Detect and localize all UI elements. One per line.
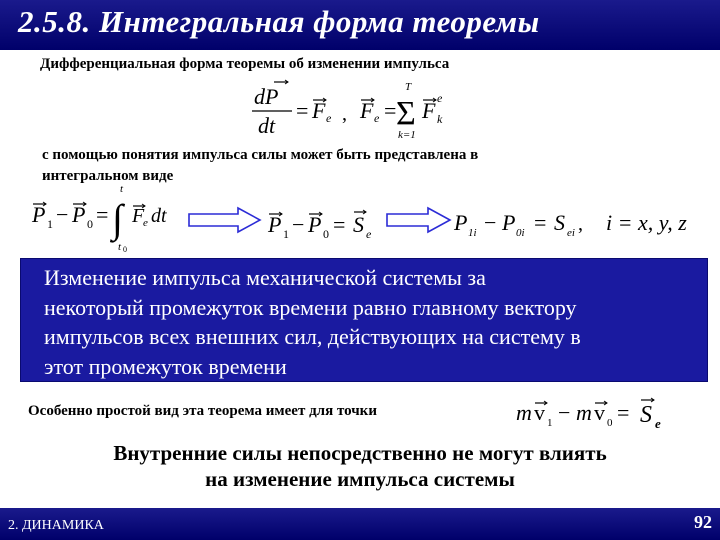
f4-S: S <box>554 210 565 235</box>
formula1-dt: dt <box>258 113 276 138</box>
f2-int-lower-sub: 0 <box>123 245 127 254</box>
paragraph-line-2: интегральном виде <box>42 168 174 184</box>
formula1-F: F <box>312 98 326 123</box>
f2-dt: dt <box>151 205 167 227</box>
theorem-line-1: Изменение импульса механической системы за <box>44 265 486 290</box>
conclusion <box>0 440 720 492</box>
formula1-sub-e: e <box>326 111 332 125</box>
subtitle: Дифференциальная форма теоремы об изменении импульса <box>40 56 450 72</box>
formula-integral <box>32 183 182 254</box>
f4-sub1: 1i <box>468 227 477 239</box>
f2-F: F <box>132 205 145 227</box>
formula-impulse-vector <box>266 198 386 244</box>
formula-differential <box>250 80 470 142</box>
f5-minus: − <box>558 400 571 425</box>
f3-sub-e: e <box>366 227 372 241</box>
arrow-right-icon <box>188 207 262 233</box>
f2-P0: P <box>72 202 86 227</box>
f4-P0: P <box>502 210 516 235</box>
point-text: Особенно простой вид эта теорема имеет для точки <box>28 403 377 419</box>
formula1-sub-k: k <box>437 112 443 126</box>
sum-upper: T <box>405 81 412 93</box>
f5-v0: v <box>594 400 605 425</box>
f2-eq: = <box>96 202 109 227</box>
f5-m0: m <box>576 400 592 425</box>
formula-point <box>516 394 696 434</box>
slide-title: 2.5.8. Интегральная форма теоремы <box>18 4 540 39</box>
f3-P1: P <box>268 212 282 237</box>
theorem-line-4: этот промежуток времени <box>44 353 287 379</box>
formula1-sup-e: e <box>437 91 443 105</box>
paragraph-line-1: с помощью понятия импульса силы может быть представлена в <box>42 147 479 163</box>
f2-P1: P <box>32 202 46 227</box>
theorem-line-2: некоторый промежуток времени равно главному вектору <box>44 294 577 320</box>
f3-sub1: 1 <box>283 227 289 241</box>
f5-sub1: 1 <box>547 417 553 429</box>
conclusion-line-1: Внутренние силы непосредственно не могут влиять <box>113 441 607 465</box>
f3-P0: P <box>308 212 322 237</box>
formula-projections <box>454 198 704 244</box>
f2-int-upper: t <box>120 183 124 195</box>
footer-section: 2. ДИНАМИКА <box>8 518 104 533</box>
f3-eq: = <box>333 212 346 237</box>
theorem-line-3: импульсов всех внешних сил, действующих на систему в <box>44 324 581 349</box>
f3-sub0: 0 <box>323 227 329 241</box>
f4-P1: P <box>454 210 468 235</box>
f5-sub0: 0 <box>607 417 613 429</box>
f2-sub0: 0 <box>87 217 93 231</box>
f4-subS: ei <box>567 227 575 239</box>
f5-eq: = <box>617 400 630 425</box>
f2-int: ∫ <box>112 196 123 241</box>
page-number: 92 <box>694 512 712 532</box>
f3-minus: − <box>292 212 305 237</box>
formula1-eq: = <box>296 98 309 123</box>
f4-i-def: i = x, y, z <box>606 210 687 235</box>
conclusion-line-2: на изменение импульса системы <box>205 467 515 491</box>
sum-sign: Σ <box>396 95 416 132</box>
f4-comma: , <box>578 213 583 235</box>
theorem-statement <box>44 263 704 381</box>
f5-v1: v <box>534 400 545 425</box>
header-bar <box>0 0 720 50</box>
sum-lower: k=1 <box>398 129 416 141</box>
f2-sub1: 1 <box>47 217 53 231</box>
formula1-dp: dP <box>254 84 279 109</box>
f4-minus: − <box>484 210 497 235</box>
f4-eq: = <box>534 210 547 235</box>
f3-S: S <box>353 212 364 237</box>
f2-minus: − <box>56 202 69 227</box>
f4-sub0: 0i <box>516 227 525 239</box>
theorem-statement-box <box>20 258 708 382</box>
formula1-sub-e2: e <box>374 111 380 125</box>
f5-sub-e: e <box>655 416 661 431</box>
formula1-eq2: = <box>384 98 397 123</box>
paragraph <box>42 145 662 187</box>
footer-bar <box>0 508 720 540</box>
f5-m1: m <box>516 400 532 425</box>
formula1-F2: F <box>360 98 374 123</box>
f2-int-lower: t <box>118 241 122 253</box>
arrow-right-icon-2 <box>386 207 452 233</box>
formula1-comma: , <box>342 103 347 125</box>
f5-S: S <box>640 402 652 428</box>
f2-sub-e: e <box>143 217 148 229</box>
formula1-F3: F <box>422 98 436 123</box>
